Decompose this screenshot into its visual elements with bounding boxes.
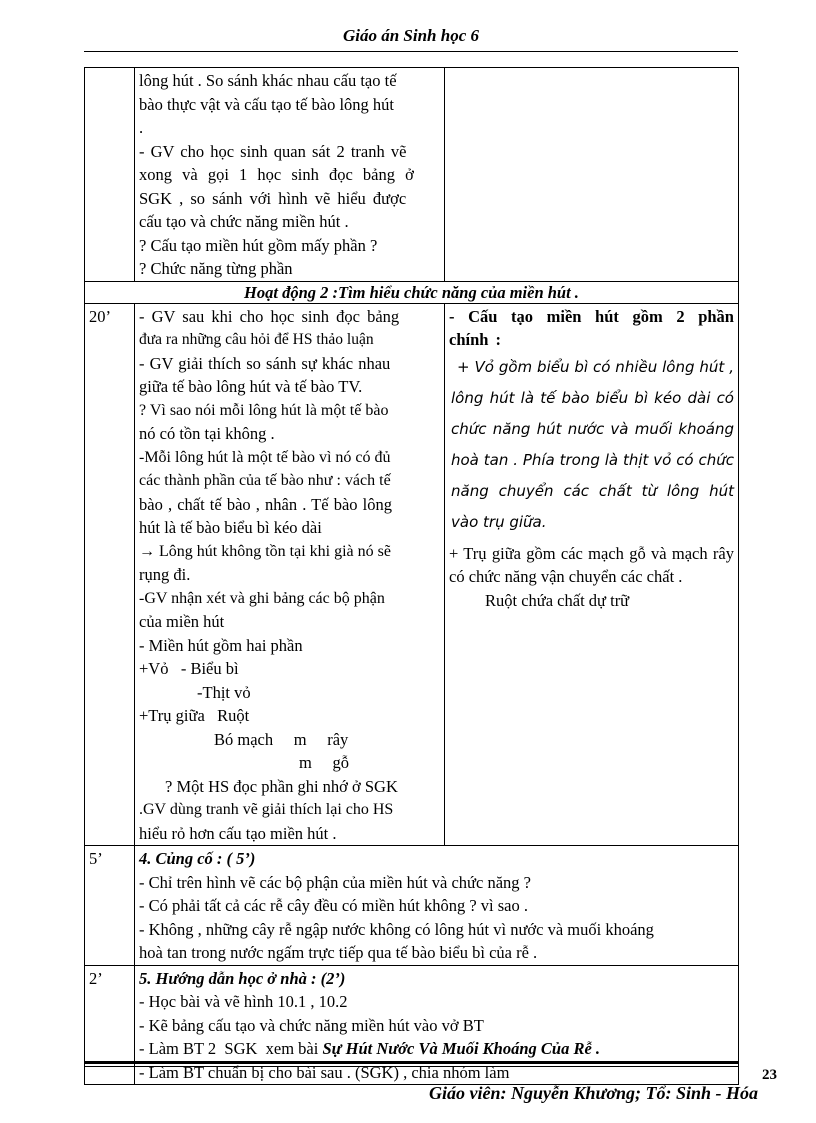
text-line: giữa tế bào lông hút và tế bào TV. <box>139 377 363 396</box>
text-line: của miền hút <box>139 612 225 631</box>
pith-note: Ruột chứa chất dự trữ <box>485 590 630 610</box>
time-cell: 20’ <box>85 303 135 846</box>
text-line: rụng đi. <box>139 565 191 584</box>
page-header-title: Giáo án Sinh học 6 <box>342 26 480 45</box>
text-line: -Mỗi lông hút là một tế bào vì nó có đủ <box>139 448 391 466</box>
text-line: m gỗ <box>299 753 349 772</box>
time-cell: 2’ <box>85 965 135 1085</box>
teacher-activity-cell <box>135 303 445 846</box>
activity-title: Hoạt động 2 :Tìm hiểu chức năng của miền hút . <box>85 281 739 303</box>
text-line: xong và gọi 1 học sinh đọc bảng ở <box>139 165 414 184</box>
text-line: - GV cho học sinh quan sát 2 tranh vẽ <box>139 141 407 161</box>
cortex-description: + Vỏ gồm biểu bì có nhiều lông hút , lông hút là tế bào biểu bì kéo dài có chức năng hút nước và muối khoáng hoà tan . Phía trong là thịt vỏ có chức năng chuyển các chất từ lông hút vào trụ giữa. <box>451 357 734 531</box>
text-line: hoà tan trong nước ngấm trực tiếp qua tế bào biểu bì của rễ . <box>139 943 538 962</box>
lesson-plan-table <box>84 67 739 1085</box>
activity-title-row <box>85 281 739 303</box>
time-cell: 5’ <box>85 846 135 966</box>
text-line: hiểu rỏ hơn cấu tạo miền hút . <box>139 823 337 843</box>
text-line: . <box>139 118 144 137</box>
footer-divider <box>84 1061 738 1064</box>
header-divider <box>84 51 738 52</box>
text-line: ? Vì sao nói mỗi lông hút là một tế bào <box>139 401 389 419</box>
text-line: -GV nhận xét và ghi bảng các bộ phận <box>139 589 385 607</box>
section-title: 5. Hướng dẫn học ở nhà : (2’) <box>139 968 346 988</box>
text-line: - Chỉ trên hình vẽ các bộ phận của miền hút và chức năng ? <box>139 872 531 892</box>
text-line: nó có tồn tại không . <box>139 424 275 443</box>
text-line: ? Cấu tạo miền hút gồm mấy phần ? <box>139 235 378 255</box>
page-number: 23 <box>762 1067 777 1083</box>
text-line: - Có phải tất cả các rễ cây đều có miền hút không ? vì sao . <box>139 896 528 915</box>
homework-text: - Làm BT 2 SGK xem bài <box>139 1039 319 1058</box>
text-line: → Lông hút không tồn tại khi già nó sẽ <box>139 542 391 560</box>
text-line: bào thực vật và cấu tạo tế bào lông hút <box>139 94 394 114</box>
table-row <box>85 846 739 966</box>
central-cylinder-description: + Trụ giữa gồm các mạch gỗ và mạch rây có chức năng vận chuyển các chất . <box>449 543 734 586</box>
text-line: - Học bài và vẽ hình 10.1 , 10.2 <box>139 992 348 1011</box>
text-line: bào , chất tế bào , nhân . Tế bào lông <box>139 494 392 514</box>
footer-divider <box>84 1066 738 1067</box>
text-line: - Không , những cây rễ ngập nước không có lông hút vì nước và muối khoáng <box>139 919 654 939</box>
text-line: Bó mạch m rây <box>214 729 349 749</box>
text-line: hút là tế bào biểu bì kéo dài <box>139 518 322 537</box>
student-activity-cell <box>445 303 739 846</box>
time-cell <box>85 68 135 282</box>
text-line: - GV sau khi cho học sinh đọc bảng <box>139 306 400 326</box>
text-line: .GV dùng tranh vẽ giải thích lại cho HS <box>139 801 394 818</box>
text-line: đưa ra những câu hỏi để HS thảo luận <box>139 331 374 348</box>
text-line: - Miền hút gồm hai phần <box>139 635 303 655</box>
structure-heading: - Cấu tạo miền hút gồm 2 phần chính : <box>449 306 734 349</box>
text-line: cấu tạo và chức năng miền hút . <box>139 212 349 231</box>
text-line: +Vỏ - Biểu bì <box>139 659 239 678</box>
text-line <box>139 1037 734 1061</box>
section-title: 4. Củng cố : ( 5’) <box>139 849 256 868</box>
text-line: - Làm BT chuẩn bị cho bài sau . (SGK) , chia nhóm làm <box>139 1062 510 1082</box>
text-line: ? Một HS đọc phần ghi nhớ ở SGK <box>165 776 398 796</box>
text-line: các thành phần của tế bào như : vách tế <box>139 472 391 489</box>
table-row <box>85 68 739 282</box>
table-row <box>85 303 739 846</box>
next-lesson-title: Sự Hút Nước Và Muối Khoáng Của Rễ . <box>322 1039 601 1058</box>
student-activity-cell <box>445 68 739 282</box>
text-line: SGK , so sánh với hình vẽ hiểu được <box>139 188 407 208</box>
teacher-activity-cell <box>135 68 445 282</box>
text-line: - GV giải thích so sánh sự khác nhau <box>139 353 391 373</box>
text-line: - Kẽ bảng cấu tạo và chức năng miền hút vào vở BT <box>139 1015 484 1035</box>
consolidation-cell <box>135 846 739 966</box>
text-line: -Thịt vỏ <box>197 682 251 702</box>
teacher-credit: Giáo viên: Nguyễn Khương; Tổ: Sinh - Hóa <box>429 1083 758 1103</box>
text-line: lông hút . So sánh khác nhau cấu tạo tế <box>139 71 397 90</box>
text-line: +Trụ giữa Ruột <box>139 706 250 725</box>
text-line: ? Chức năng từng phần <box>139 259 293 278</box>
